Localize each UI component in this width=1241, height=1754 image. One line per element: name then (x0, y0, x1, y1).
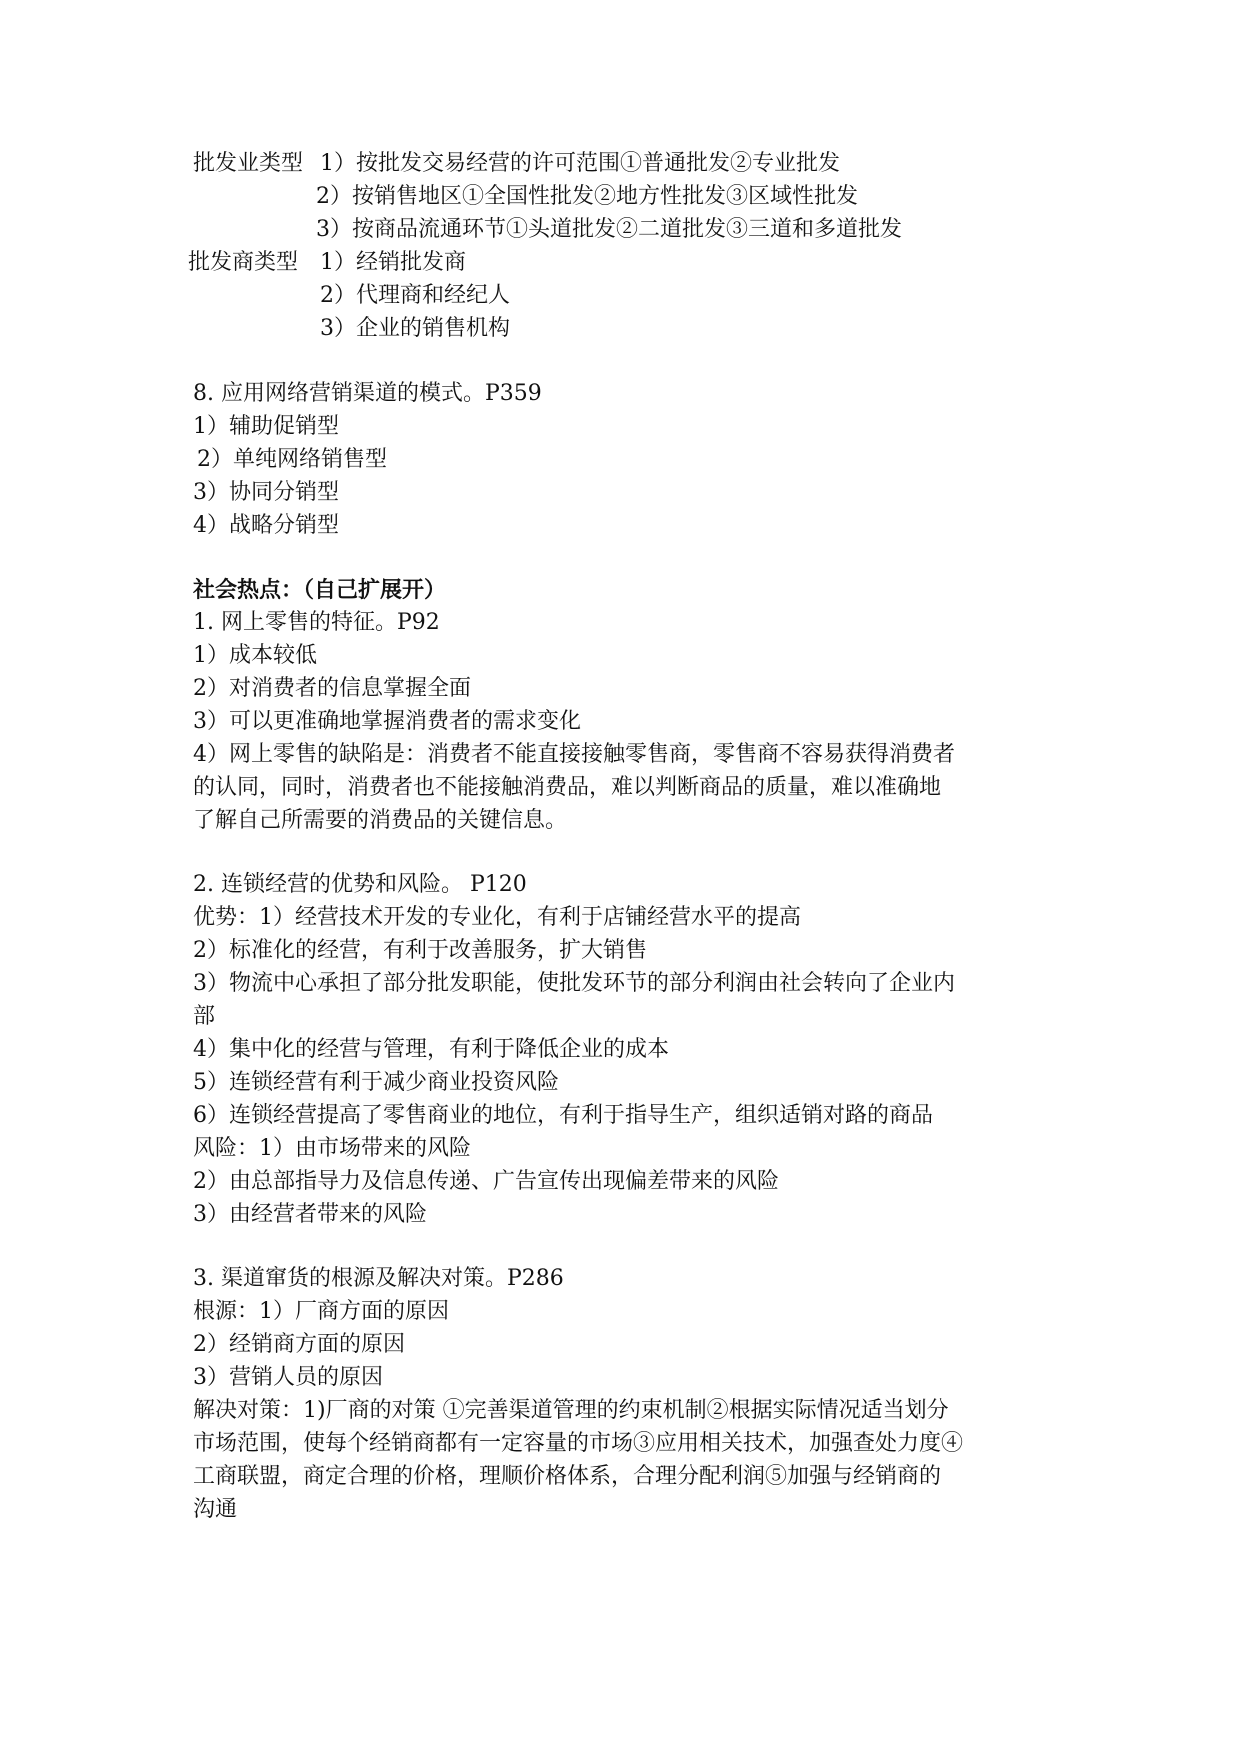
paragraph-line: 根源：1）厂商方面的原因 (193, 1299, 449, 1324)
question-title: 2. 连锁经营的优势和风险。 P120 (193, 872, 527, 897)
list-item: 2）单纯网络销售型 (197, 447, 387, 472)
wholesale-types-label: 批发业类型 (193, 151, 304, 176)
list-item: 2）对消费者的信息掌握全面 (193, 676, 471, 701)
wholesale-types-item: 3）按商品流通环节①头道批发②二道批发③三道和多道批发 (316, 217, 902, 242)
list-item: 1）辅助促销型 (193, 414, 339, 439)
paragraph-line: 风险：1）由市场带来的风险 (193, 1136, 471, 1161)
paragraph-line: 市场范围，使每个经销商都有一定容量的市场③应用相关技术，加强查处力度④ (193, 1431, 964, 1456)
question-title: 3. 渠道窜货的根源及解决对策。P286 (193, 1266, 564, 1291)
paragraph-line: 4）网上零售的缺陷是：消费者不能直接接触零售商，零售商不容易获得消费者 (193, 742, 955, 767)
section-heading: 社会热点：（自己扩展开） (193, 577, 447, 603)
list-item: 4）战略分销型 (193, 513, 339, 538)
paragraph-line: 沟通 (193, 1497, 238, 1522)
wholesaler-types-item: 1）经销批发商 (320, 250, 466, 275)
list-item: 3）协同分销型 (193, 480, 339, 505)
paragraph-line: 工商联盟，商定合理的价格，理顺价格体系，合理分配利润⑤加强与经销商的 (193, 1464, 942, 1489)
question-title: 1. 网上零售的特征。P92 (193, 610, 440, 635)
wholesaler-types-item: 2）代理商和经纪人 (320, 283, 510, 308)
paragraph-line: 2）经销商方面的原因 (193, 1332, 405, 1357)
paragraph-line: 5）连锁经营有利于减少商业投资风险 (193, 1070, 559, 1095)
paragraph-line: 2）标准化的经营，有利于改善服务，扩大销售 (193, 938, 647, 963)
section-title: 8. 应用网络营销渠道的模式。P359 (193, 381, 542, 406)
paragraph-line: 6）连锁经营提高了零售商业的地位，有利于指导生产，组织适销对路的商品 (193, 1103, 933, 1128)
list-item: 3）可以更准确地掌握消费者的需求变化 (193, 709, 581, 734)
paragraph-line: 2）由总部指导力及信息传递、广告宣传出现偏差带来的风险 (193, 1169, 779, 1194)
paragraph-line: 4）集中化的经营与管理，有利于降低企业的成本 (193, 1037, 669, 1062)
paragraph-line: 3）营销人员的原因 (193, 1365, 383, 1390)
wholesale-types-item: 2）按销售地区①全国性批发②地方性批发③区域性批发 (316, 184, 858, 209)
paragraph-line: 部 (193, 1004, 216, 1029)
list-item: 1）成本较低 (193, 643, 317, 668)
wholesaler-types-item: 3）企业的销售机构 (320, 316, 510, 341)
paragraph-line: 3）物流中心承担了部分批发职能，使批发环节的部分利润由社会转向了企业内 (193, 971, 955, 996)
wholesale-types-item: 1）按批发交易经营的许可范围①普通批发②专业批发 (320, 151, 840, 176)
paragraph-line: 解决对策：1)厂商的对策 ①完善渠道管理的约束机制②根据实际情况适当划分 (193, 1398, 949, 1423)
wholesaler-types-label: 批发商类型 (188, 250, 299, 275)
paragraph-line: 的认同，同时，消费者也不能接触消费品，难以判断商品的质量，难以准确地 (193, 775, 942, 800)
paragraph-line: 优势：1）经营技术开发的专业化，有利于店铺经营水平的提高 (193, 905, 801, 930)
paragraph-line: 3）由经营者带来的风险 (193, 1202, 427, 1227)
paragraph-line: 了解自己所需要的消费品的关键信息。 (193, 808, 568, 833)
